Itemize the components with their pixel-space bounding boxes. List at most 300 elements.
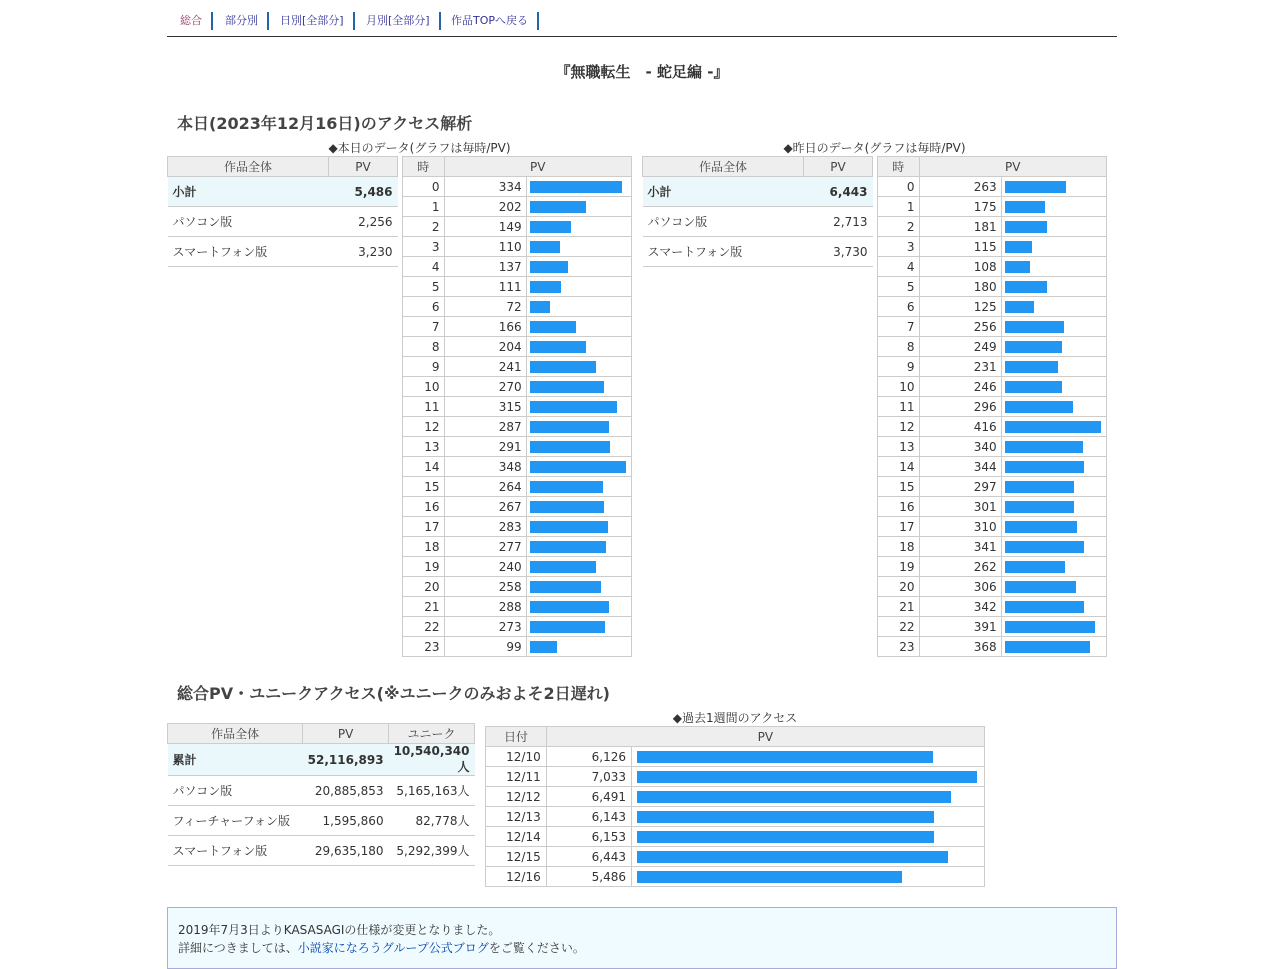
bar-cell (632, 807, 985, 827)
hour-row (878, 477, 1107, 497)
hour-cell: 4 (403, 257, 445, 277)
bar-cell (632, 787, 985, 807)
pv-bar (1005, 341, 1062, 353)
hour-row (403, 477, 632, 497)
pv-cell: 204 (444, 337, 526, 357)
yesterday-hourly-table (877, 156, 1107, 657)
hour-row (878, 617, 1107, 637)
summary-row (643, 207, 873, 237)
bar-cell (1001, 317, 1106, 337)
row-unique: 5,292,399人 (389, 836, 475, 866)
pv-cell: 180 (919, 277, 1001, 297)
pv-cell: 115 (919, 237, 1001, 257)
pv-cell: 297 (919, 477, 1001, 497)
pv-bar (1005, 601, 1084, 613)
notice-line1: 2019年7月3日よりKASASAGIの仕様が変更となりました。 (178, 923, 501, 937)
bar-cell (526, 557, 631, 577)
pv-bar (1005, 521, 1077, 533)
hour-row (878, 377, 1107, 397)
row-unique: 5,165,163人 (389, 776, 475, 806)
bar-cell (1001, 637, 1106, 657)
pv-cell: 72 (444, 297, 526, 317)
date-cell: 12/12 (486, 787, 547, 807)
bar-cell (526, 537, 631, 557)
pv-cell: 7,033 (546, 767, 631, 787)
row-pv: 3,230 (329, 237, 398, 267)
hour-cell: 15 (403, 477, 445, 497)
pv-cell: 166 (444, 317, 526, 337)
date-cell: 12/13 (486, 807, 547, 827)
date-cell: 12/11 (486, 767, 547, 787)
top-nav (167, 10, 1117, 37)
pv-bar (637, 851, 948, 863)
summary-row (643, 237, 873, 267)
bar-cell (526, 497, 631, 517)
hour-cell: 14 (403, 457, 445, 477)
pv-bar (637, 871, 902, 883)
row-pv: 2,713 (804, 207, 873, 237)
pv-cell: 6,153 (546, 827, 631, 847)
pv-cell: 341 (919, 537, 1001, 557)
bar-cell (526, 517, 631, 537)
hour-row (403, 297, 632, 317)
pv-bar (1005, 361, 1058, 373)
hour-row (403, 617, 632, 637)
hour-cell: 19 (403, 557, 445, 577)
hour-row (403, 177, 632, 197)
pv-cell: 344 (919, 457, 1001, 477)
bar-cell (526, 397, 631, 417)
pv-cell: 125 (919, 297, 1001, 317)
pv-cell: 291 (444, 437, 526, 457)
hour-cell: 11 (878, 397, 920, 417)
week-row (486, 767, 985, 787)
pv-cell: 6,491 (546, 787, 631, 807)
col-header-unique: ユニーク (389, 724, 475, 744)
week-table (485, 726, 985, 887)
bar-cell (1001, 517, 1106, 537)
pv-bar (530, 261, 568, 273)
pv-cell: 202 (444, 197, 526, 217)
pv-bar (530, 421, 609, 433)
pv-cell: 277 (444, 537, 526, 557)
hour-cell: 22 (403, 617, 445, 637)
bar-cell (1001, 497, 1106, 517)
col-header-work: 作品全体 (168, 724, 303, 744)
pv-bar (1005, 441, 1083, 453)
hour-row (878, 637, 1107, 657)
hour-cell: 9 (403, 357, 445, 377)
hour-cell: 20 (878, 577, 920, 597)
bar-cell (526, 477, 631, 497)
col-header-work: 作品全体 (643, 157, 804, 177)
hour-cell: 17 (403, 517, 445, 537)
date-cell: 12/15 (486, 847, 547, 867)
today-hourly-table (402, 156, 632, 657)
pv-bar (1005, 401, 1073, 413)
pv-cell: 231 (919, 357, 1001, 377)
hour-row (403, 557, 632, 577)
row-pv: 5,486 (329, 177, 398, 207)
row-pv: 1,595,860 (303, 806, 389, 836)
bar-cell (1001, 537, 1106, 557)
row-pv: 29,635,180 (303, 836, 389, 866)
hour-row (403, 257, 632, 277)
notice-text: 詳細につきましては、 (178, 941, 298, 955)
pv-cell: 267 (444, 497, 526, 517)
pv-bar (530, 581, 601, 593)
row-label: 累計 (168, 744, 303, 776)
hour-row (878, 277, 1107, 297)
pv-cell: 241 (444, 357, 526, 377)
col-header-pv: PV (444, 157, 631, 177)
hour-row (878, 237, 1107, 257)
pv-bar (530, 481, 603, 493)
hour-cell: 0 (403, 177, 445, 197)
hour-row (878, 197, 1107, 217)
hour-row (878, 577, 1107, 597)
pv-cell: 99 (444, 637, 526, 657)
bar-cell (526, 597, 631, 617)
pv-cell: 306 (919, 577, 1001, 597)
today-caption: ◆本日のデータ(グラフは毎時/PV) (328, 141, 511, 155)
bar-cell (1001, 617, 1106, 637)
hour-row (878, 417, 1107, 437)
pv-bar (530, 461, 626, 473)
hour-cell: 21 (403, 597, 445, 617)
hour-cell: 10 (403, 377, 445, 397)
nav-daily[interactable]: 日別[全部分] (280, 12, 355, 30)
summary-row (643, 177, 873, 207)
pv-bar (530, 561, 596, 573)
pv-cell: 246 (919, 377, 1001, 397)
hour-cell: 13 (403, 437, 445, 457)
pv-bar (530, 601, 609, 613)
pv-bar (530, 221, 571, 233)
bar-cell (632, 827, 985, 847)
hour-cell: 0 (878, 177, 920, 197)
hour-cell: 23 (403, 637, 445, 657)
pv-bar (530, 361, 596, 373)
hour-row (878, 437, 1107, 457)
bar-cell (526, 457, 631, 477)
hour-row (878, 177, 1107, 197)
row-pv: 52,116,893 (303, 744, 389, 776)
hour-row (878, 457, 1107, 477)
bar-cell (1001, 457, 1106, 477)
pv-cell: 340 (919, 437, 1001, 457)
pv-bar (530, 241, 560, 253)
bar-cell (1001, 597, 1106, 617)
bar-cell (526, 417, 631, 437)
hour-cell: 16 (878, 497, 920, 517)
bar-cell (526, 297, 631, 317)
hour-row (403, 337, 632, 357)
hour-cell: 16 (403, 497, 445, 517)
week-caption: ◆過去1週間のアクセス (672, 711, 798, 725)
pv-cell: 391 (919, 617, 1001, 637)
pv-cell: 262 (919, 557, 1001, 577)
hour-cell: 14 (878, 457, 920, 477)
col-header-date: 日付 (486, 727, 547, 747)
nav-back-to-top[interactable]: 作品TOPへ戻る (451, 12, 539, 30)
hour-cell: 19 (878, 557, 920, 577)
pv-bar (530, 521, 608, 533)
pv-bar (530, 641, 557, 653)
hour-row (403, 417, 632, 437)
pv-bar (1005, 181, 1066, 193)
bar-cell (632, 867, 985, 887)
pv-bar (637, 771, 977, 783)
hour-cell: 8 (878, 337, 920, 357)
pv-bar (1005, 201, 1045, 213)
hour-cell: 12 (403, 417, 445, 437)
notice-text-end: をご覧ください。 (488, 941, 585, 955)
summary-row (168, 237, 398, 267)
pv-cell: 249 (919, 337, 1001, 357)
hour-row (403, 637, 632, 657)
hour-cell: 18 (878, 537, 920, 557)
bar-cell (1001, 437, 1106, 457)
pv-bar (530, 621, 605, 633)
pv-cell: 342 (919, 597, 1001, 617)
hour-cell: 10 (878, 377, 920, 397)
pv-cell: 6,126 (546, 747, 631, 767)
pv-cell: 108 (919, 257, 1001, 277)
bar-cell (1001, 357, 1106, 377)
work-title: 『無職転生 - 蛇足編 -』 (555, 63, 729, 81)
row-pv: 6,443 (804, 177, 873, 207)
hour-row (403, 397, 632, 417)
bar-cell (1001, 257, 1106, 277)
nav-overall[interactable]: 総合 (180, 12, 213, 30)
hour-row (403, 457, 632, 477)
hour-row (878, 597, 1107, 617)
nav-monthly[interactable]: 月別[全部分] (366, 12, 441, 30)
pv-bar (1005, 581, 1076, 593)
pv-cell: 348 (444, 457, 526, 477)
pv-cell: 334 (444, 177, 526, 197)
hour-cell: 11 (403, 397, 445, 417)
pv-bar (637, 811, 934, 823)
pv-cell: 240 (444, 557, 526, 577)
hour-row (878, 517, 1107, 537)
pv-bar (1005, 541, 1084, 553)
hour-cell: 12 (878, 417, 920, 437)
bar-cell (526, 637, 631, 657)
col-header-hour: 時 (403, 157, 445, 177)
hour-cell: 13 (878, 437, 920, 457)
pv-bar (530, 281, 561, 293)
pv-cell: 368 (919, 637, 1001, 657)
hour-cell: 5 (403, 277, 445, 297)
pv-cell: 6,443 (546, 847, 631, 867)
pv-cell: 5,486 (546, 867, 631, 887)
hour-cell: 4 (878, 257, 920, 277)
hour-cell: 17 (878, 517, 920, 537)
bar-cell (1001, 237, 1106, 257)
col-header-pv: PV (919, 157, 1106, 177)
pv-cell: 6,143 (546, 807, 631, 827)
bar-cell (526, 337, 631, 357)
pv-bar (1005, 561, 1065, 573)
hour-cell: 9 (878, 357, 920, 377)
total-row (168, 744, 475, 776)
pv-cell: 111 (444, 277, 526, 297)
hour-row (878, 317, 1107, 337)
hour-cell: 18 (403, 537, 445, 557)
hour-row (403, 317, 632, 337)
bar-cell (526, 177, 631, 197)
pv-bar (530, 181, 622, 193)
bar-cell (526, 357, 631, 377)
yesterday-caption: ◆昨日のデータ(グラフは毎時/PV) (783, 141, 966, 155)
pv-bar (530, 201, 586, 213)
bar-cell (526, 617, 631, 637)
bar-cell (1001, 337, 1106, 357)
hour-row (878, 537, 1107, 557)
col-header-pv: PV (804, 157, 873, 177)
pv-bar (1005, 481, 1074, 493)
pv-cell: 110 (444, 237, 526, 257)
row-label: 小計 (643, 177, 804, 207)
pv-cell: 301 (919, 497, 1001, 517)
summary-row (168, 177, 398, 207)
hour-row (403, 497, 632, 517)
bar-cell (1001, 217, 1106, 237)
hour-cell: 7 (403, 317, 445, 337)
bar-cell (526, 317, 631, 337)
bar-cell (526, 437, 631, 457)
row-label: スマートフォン版 (168, 237, 329, 267)
pv-bar (1005, 621, 1095, 633)
row-label: 小計 (168, 177, 329, 207)
bar-cell (1001, 397, 1106, 417)
bar-cell (632, 767, 985, 787)
hour-row (878, 297, 1107, 317)
date-cell: 12/14 (486, 827, 547, 847)
week-row (486, 747, 985, 767)
hour-cell: 2 (403, 217, 445, 237)
hour-cell: 20 (403, 577, 445, 597)
pv-bar (530, 321, 576, 333)
notice-box (167, 907, 1117, 969)
pv-bar (1005, 241, 1032, 253)
hour-row (403, 577, 632, 597)
hour-cell: 6 (878, 297, 920, 317)
hour-row (878, 497, 1107, 517)
hour-row (403, 517, 632, 537)
pv-bar (1005, 421, 1101, 433)
pv-bar (530, 401, 617, 413)
pv-cell: 175 (919, 197, 1001, 217)
hour-cell: 7 (878, 317, 920, 337)
hour-cell: 21 (878, 597, 920, 617)
blog-link[interactable]: 小説家になろうグループ公式ブログ (297, 941, 489, 955)
hour-row (878, 217, 1107, 237)
row-unique: 82,778人 (389, 806, 475, 836)
pv-bar (530, 501, 604, 513)
pv-bar (1005, 281, 1047, 293)
nav-by-part[interactable]: 部分別 (225, 12, 269, 30)
date-cell: 12/16 (486, 867, 547, 887)
week-row (486, 807, 985, 827)
bar-cell (526, 217, 631, 237)
bar-cell (1001, 577, 1106, 597)
row-pv: 2,256 (329, 207, 398, 237)
pv-cell: 263 (919, 177, 1001, 197)
row-label: スマートフォン版 (643, 237, 804, 267)
row-label: パソコン版 (168, 776, 303, 806)
bar-cell (1001, 197, 1106, 217)
hour-cell: 22 (878, 617, 920, 637)
row-label: パソコン版 (168, 207, 329, 237)
pv-bar (530, 441, 610, 453)
bar-cell (1001, 417, 1106, 437)
date-cell: 12/10 (486, 747, 547, 767)
totals-table (167, 723, 475, 866)
week-row (486, 787, 985, 807)
row-label: パソコン版 (643, 207, 804, 237)
hour-row (878, 557, 1107, 577)
hour-row (403, 277, 632, 297)
summary-row (168, 207, 398, 237)
hour-cell: 6 (403, 297, 445, 317)
week-row (486, 827, 985, 847)
bar-cell (526, 237, 631, 257)
pv-bar (530, 341, 586, 353)
week-row (486, 847, 985, 867)
col-header-hour: 時 (878, 157, 920, 177)
hour-cell: 23 (878, 637, 920, 657)
pv-bar (1005, 221, 1047, 233)
row-pv: 20,885,853 (303, 776, 389, 806)
row-unique: 10,540,340人 (389, 744, 475, 776)
bar-cell (526, 197, 631, 217)
hour-row (878, 257, 1107, 277)
row-pv: 3,730 (804, 237, 873, 267)
col-header-pv: PV (303, 724, 389, 744)
pv-bar (1005, 321, 1064, 333)
hour-row (403, 217, 632, 237)
today-summary-table (167, 156, 398, 267)
week-row (486, 867, 985, 887)
pv-cell: 310 (919, 517, 1001, 537)
hour-cell: 1 (403, 197, 445, 217)
pv-cell: 416 (919, 417, 1001, 437)
bar-cell (1001, 377, 1106, 397)
pv-cell: 137 (444, 257, 526, 277)
col-header-work: 作品全体 (168, 157, 329, 177)
hour-row (403, 357, 632, 377)
pv-bar (1005, 461, 1084, 473)
pv-bar (530, 301, 550, 313)
pv-bar (530, 381, 604, 393)
hour-row (878, 357, 1107, 377)
pv-cell: 149 (444, 217, 526, 237)
notice-line2 (178, 939, 585, 956)
total-heading: 総合PV・ユニークアクセス(※ユニークのみおよそ2日遅れ) (177, 684, 610, 703)
today-heading: 本日(2023年12月16日)のアクセス解析 (177, 114, 473, 133)
pv-bar (1005, 301, 1034, 313)
col-header-pv: PV (329, 157, 398, 177)
bar-cell (526, 577, 631, 597)
pv-bar (637, 831, 934, 843)
pv-bar (1005, 501, 1074, 513)
pv-cell: 258 (444, 577, 526, 597)
hour-row (403, 597, 632, 617)
hour-cell: 5 (878, 277, 920, 297)
